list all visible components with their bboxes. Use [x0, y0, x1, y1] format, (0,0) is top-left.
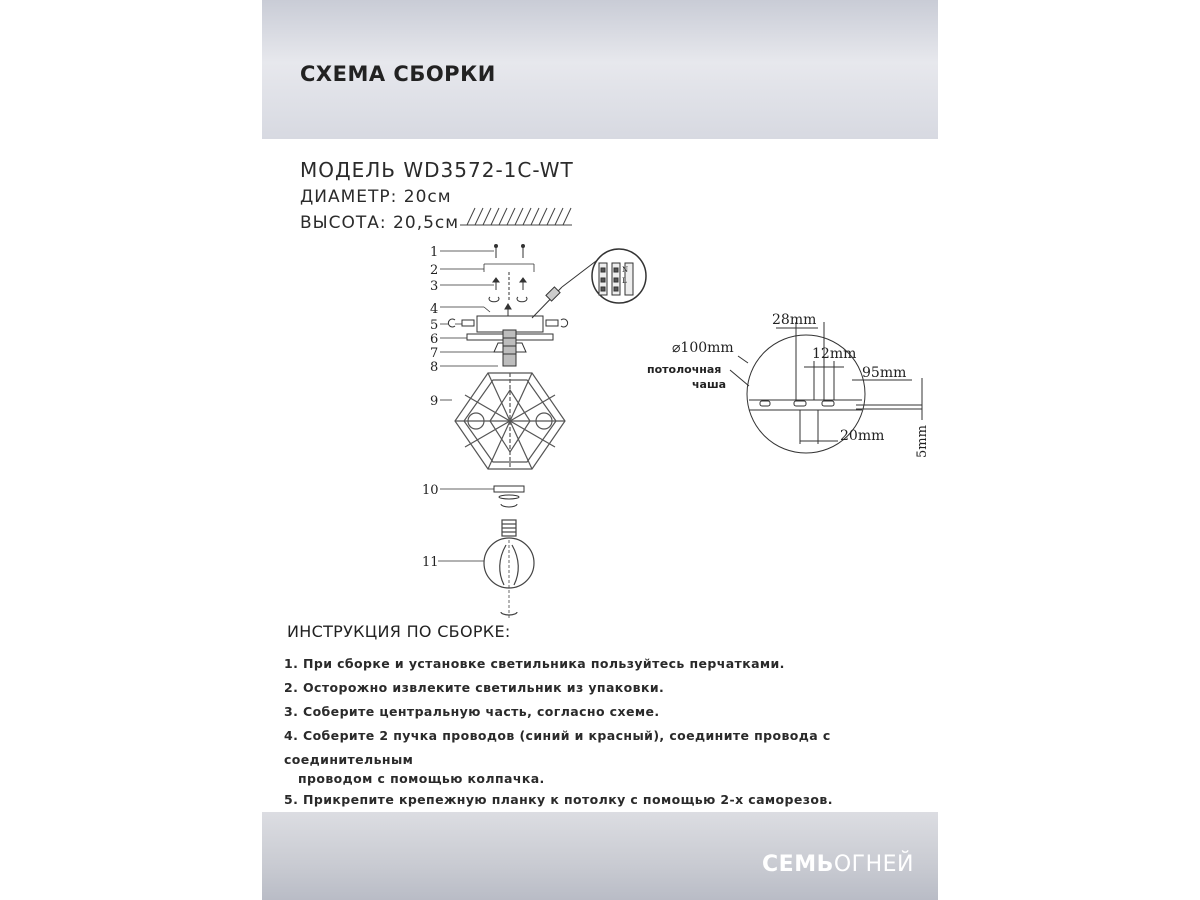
dim-95mm: 95mm — [862, 365, 907, 381]
instruction-step-2: 2. Осторожно извлеките светильник из упаковки. — [284, 680, 665, 695]
part-number-10: 10 — [422, 483, 439, 498]
wire-letter-l: L — [622, 277, 627, 285]
ceiling-bowl-label-line2: чаша — [692, 378, 727, 391]
dim-28mm: 28mm — [772, 312, 817, 328]
part-number-labels — [422, 245, 439, 570]
part-number-1: 1 — [430, 245, 439, 260]
wire-connector-detail — [532, 249, 646, 318]
dim-12mm: 12mm — [812, 346, 857, 362]
instruction-step-4 — [284, 724, 938, 788]
part-number-7: 7 — [430, 346, 439, 361]
part-number-9: 9 — [430, 394, 439, 409]
part-number-4: 4 — [430, 302, 439, 317]
brand-logo-light: ОГНЕЙ — [833, 852, 914, 877]
leader-lines — [438, 251, 534, 561]
instructions-title: ИНСТРУКЦИЯ ПО СБОРКЕ: — [287, 622, 511, 641]
instruction-step-4-line1: 4. Соберите 2 пучка проводов (синий и красный), соедините провода с соединительным — [284, 728, 831, 767]
diameter-label: ДИАМЕТР: 20см — [300, 187, 452, 207]
dim-5mm: 5mm — [915, 425, 930, 458]
assembly-diagram — [262, 0, 938, 640]
part-number-2: 2 — [430, 263, 439, 278]
bracket-detail — [647, 312, 930, 458]
height-label: ВЫСОТА: 20,5см — [300, 213, 460, 233]
mounting-bracket — [448, 304, 567, 332]
instruction-sheet — [262, 0, 938, 900]
ceiling-bowl-label-line1: потолочная — [647, 363, 722, 376]
instruction-step-3: 3. Соберите центральную часть, согласно схеме. — [284, 704, 660, 719]
part-number-3: 3 — [430, 279, 439, 294]
part-number-5: 5 — [430, 318, 439, 333]
wire-letter-n: N — [622, 266, 629, 274]
footer-band — [262, 812, 938, 900]
dim-diameter-100mm: ⌀100mm — [672, 340, 734, 356]
part-number-6: 6 — [430, 332, 439, 347]
brand-logo — [762, 852, 914, 877]
instruction-step-4-line2: проводом с помощью колпачка. — [298, 771, 545, 786]
ceiling-hatch — [460, 208, 572, 225]
light-bulb — [484, 520, 534, 620]
instruction-step-1: 1. При сборке и установке светильника пользуйтесь перчатками. — [284, 656, 785, 671]
dim-20mm: 20mm — [840, 428, 885, 444]
hexagonal-shade — [455, 373, 565, 469]
page-title: СХЕМА СБОРКИ — [300, 62, 496, 86]
instruction-step-5: 5. Прикрепите крепежную планку к потолку с помощью 2-х саморезов. — [284, 792, 833, 807]
shade-ring — [494, 486, 524, 507]
part-number-8: 8 — [430, 360, 439, 375]
brand-logo-bold: СЕМЬ — [762, 852, 834, 877]
mounting-screws — [489, 245, 527, 302]
part-number-11: 11 — [422, 555, 439, 570]
model-label: МОДЕЛЬ WD3572-1C-WT — [300, 158, 574, 182]
